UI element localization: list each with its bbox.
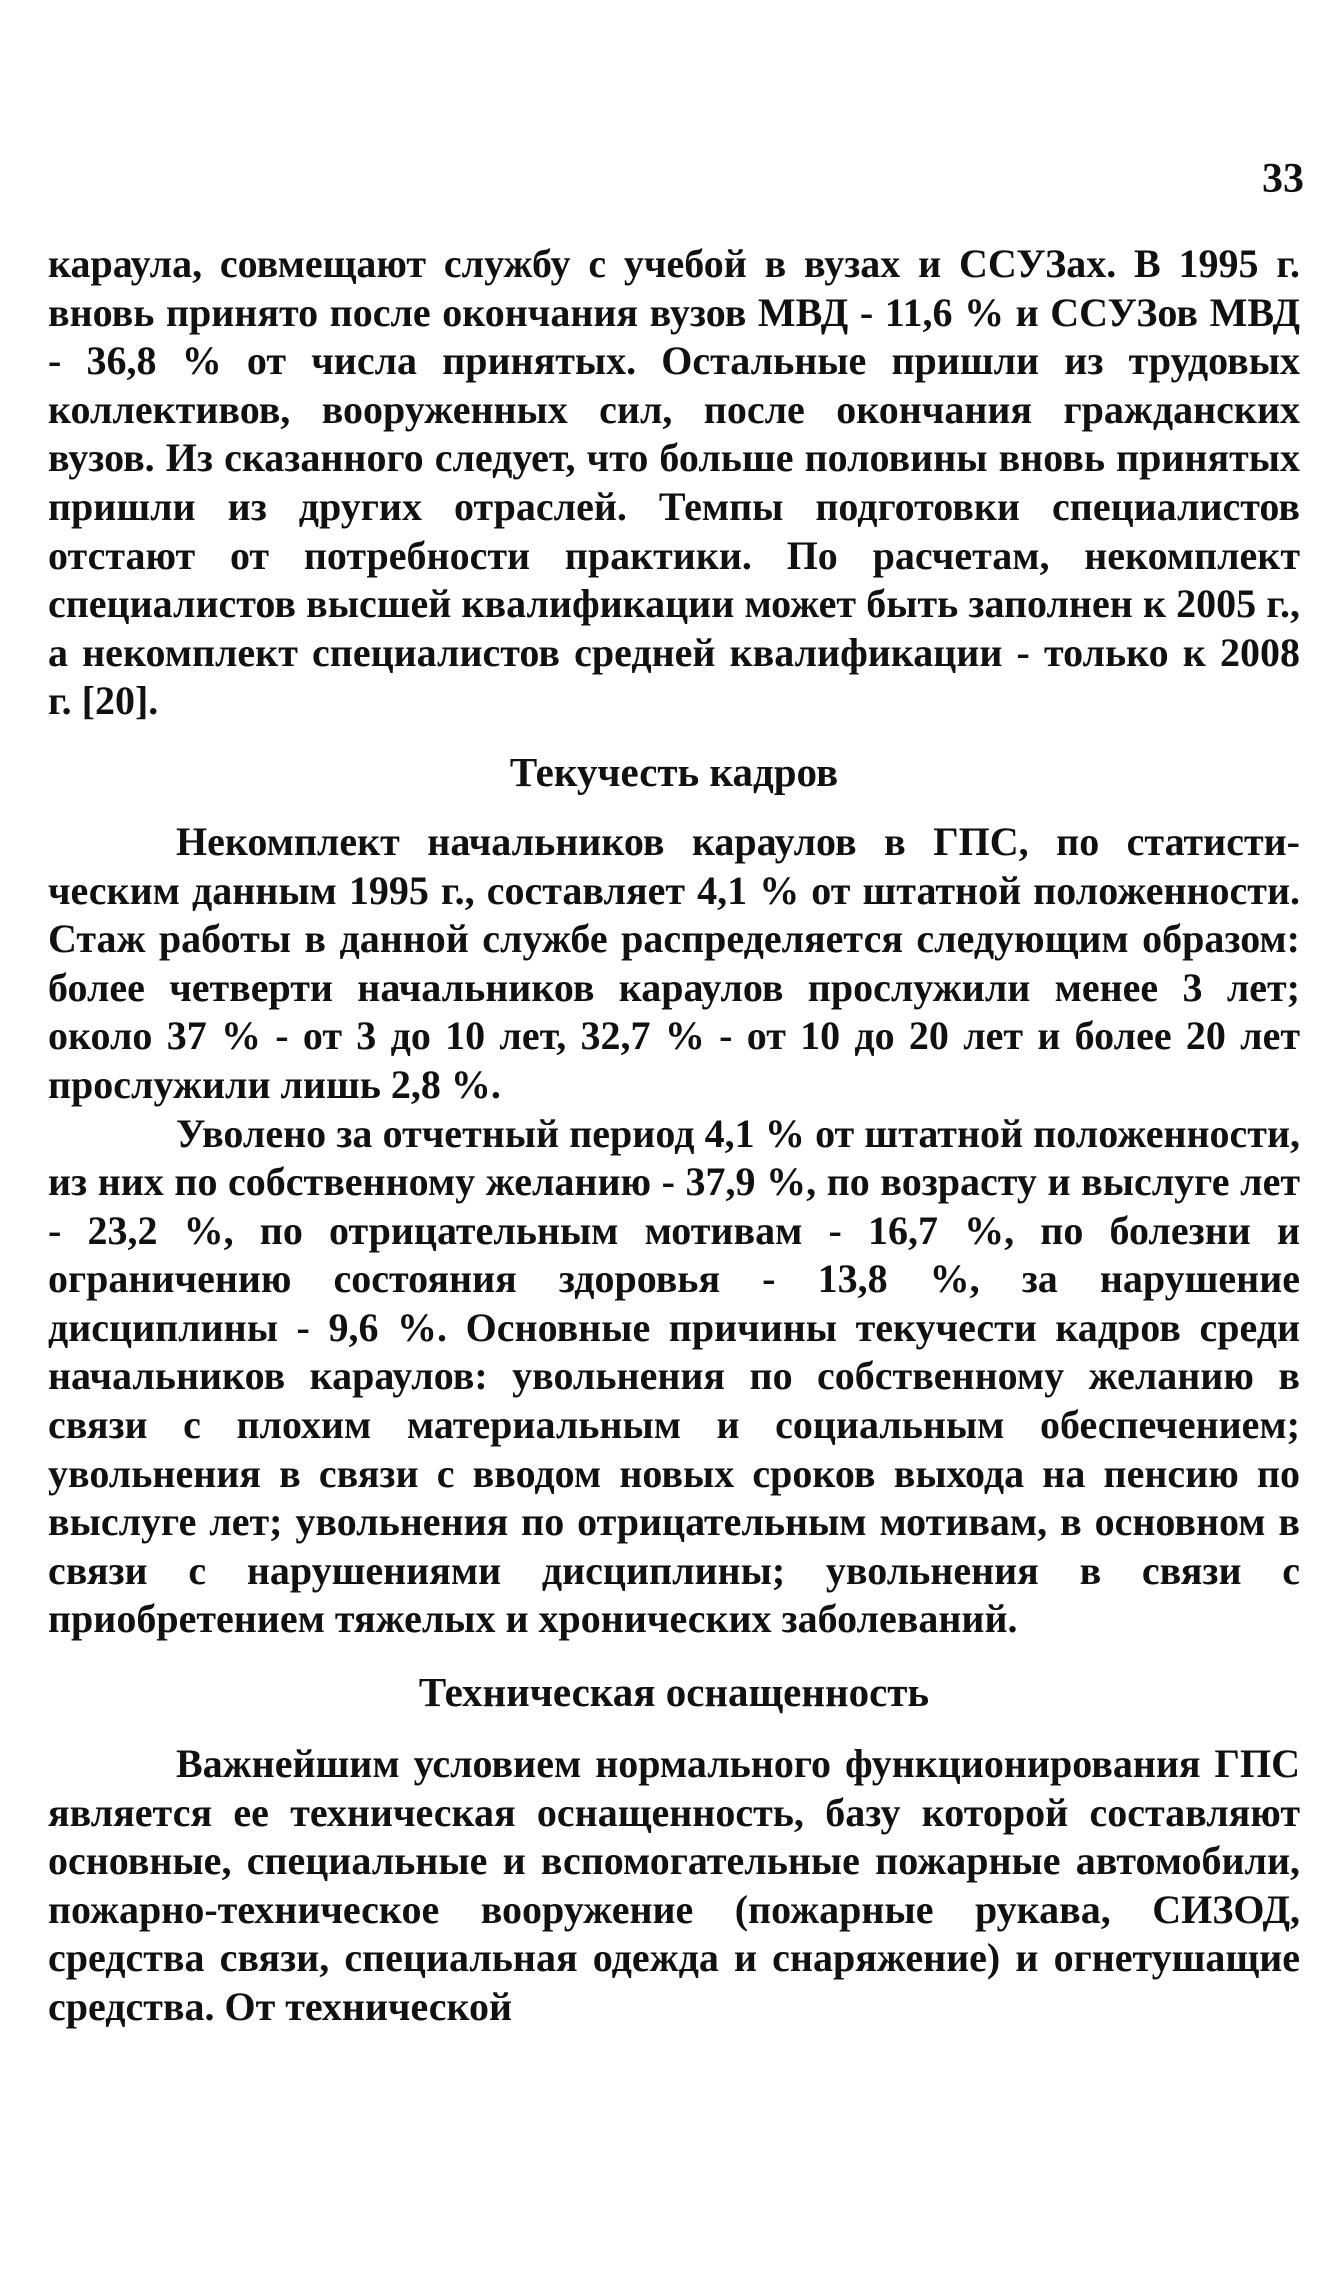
paragraph-shortage: Некомплект начальников караулов в ГПС, по статистическим данным 1995 г., составляет 4,1 % от штатной положенности. Стаж работы в данной службе распределяется следующим образом: более четверти начальников караулов прослужили менее 3 лет; около 37 % - от 3 до 10 лет, 32,7 % - от 10 до 20 лет и более 20 лет прослужили лишь 2,8 %. [48,818,1300,1107]
body-text [48,240,1300,2032]
page-number: 33 [1262,156,1304,202]
paragraph-continuation: караула, совмещают службу с учебой в вузах и ССУЗах. В 1995 г. вновь принято после окончания вузов МВД - 11,6 % и ССУЗов МВД - 36,8 % от числа принятых. Остальные пришли из трудовых коллективов, вооруженных сил, после окончания гражданских вузов. Из сказанного следует, что больше половины вновь принятых пришли из других отраслей. Темпы подготовки специалистов отстают от потребности практики. По расчетам, некомплект специалистов высшей квалификации может быть заполнен к 2005 г., а некомплект специалистов средней квалификации - только к 2008 г. [20]. [48,241,1300,724]
paragraph-equipment: Важнейшим условием нормального функционирования ГПС является ее техническая оснащенность, базу которой составляют основные, специальные и вспомогательные пожарные автомобили, пожарно-техническое вооружение (пожарные рукава, СИЗОД, средства связи, специальная одежда и снаряжение) и огнетушащие средства. От технической [48,1741,1300,2029]
section-heading-turnover: Текучесть кадров [509,748,839,795]
paragraph-dismissals: Уволено за отчетный период 4,1 % от штатной положенности, из них по собственному желанию - 37,9 %, по возрасту и выслуге лет - 23,2 %, по отрицательным мотивам - 16,7 %, по болезни и ограничению состояния здоровья - 13,8 %, за нарушение дисциплины - 9,6 %. Основные причины текучести кадров среди начальников караулов: увольнения по собственному желанию в связи с плохим материальным и социальным обеспечением; увольнения в связи с вводом новых сроков выхода на пенсию по выслуге лет; увольнения по отрицательным мотивам, в основном в связи с нарушениями дисциплины; увольнения в связи с приобретением тяжелых и хронических заболеваний. [48,1110,1300,1642]
section-heading-equipment: Техническая оснащенность [418,1669,930,1716]
